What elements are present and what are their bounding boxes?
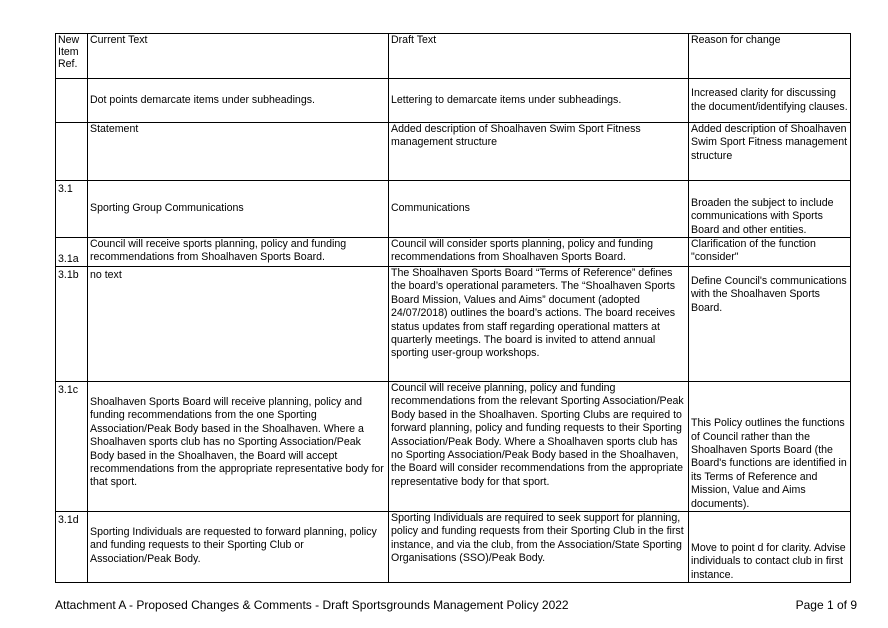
row-current-text: Shoalhaven Sports Board will receive planning, policy and funding recommendations from the one Sporting Association/Peak Body based in the Shoalhaven. Where a Shoalhaven sports club has no Sporting Association/Peak Body based in the Shoalhaven, the Board will accept recommendations from the appropriate representative body for that sport. [88,382,389,512]
row-ref [56,123,88,181]
table-row [56,181,851,238]
row-reason: Clarification of the function "consider" [689,238,851,267]
table-row [56,382,851,512]
row-ref: 3.1 [56,181,88,238]
page-number: Page 1 of 9 [795,598,857,612]
row-current-text: Sporting Individuals are requested to forward planning, policy and funding requests to their Sporting Club or Association/Peak Body. [88,512,389,583]
row-reason: This Policy outlines the functions of Council rather than the Shoalhaven Sports Board (the Board's functions are identified in its Terms of Reference and Mission, Value and Aims documents). [689,382,851,512]
row-current-text: Sporting Group Communications [88,181,389,238]
row-reason: Broaden the subject to include communications with Sports Board and other entities. [689,181,851,238]
row-reason: Define Council's communications with the Shoalhaven Sports Board. [689,267,851,382]
row-ref [56,79,88,123]
row-draft-text: Lettering to demarcate items under subheadings. [389,79,689,123]
table-row [56,123,851,181]
table-row [56,79,851,123]
footer-title: Attachment A - Proposed Changes & Comments - Draft Sportsgrounds Management Policy 2022 [55,598,569,612]
row-draft-text: Sporting Individuals are required to seek support for planning, policy and funding requests from their Sporting Club in the first instance, and via the club, from the Association/State Sporting Organisations (SSO)/Peak Body. [389,512,689,583]
row-draft-text: The Shoalhaven Sports Board “Terms of Reference” defines the board’s operational parameters. The “Shoalhaven Sports Board Mission, Values and Aims” document (adopted 24/07/2018) outlines the board’s actions. The board receives status updates from staff regarding operational matters at quarterly meetings. The board is invited to attend annual sporting user-group workshops. [389,267,689,382]
row-draft-text: Communications [389,181,689,238]
row-current-text: Statement [88,123,389,181]
table-row [56,238,851,267]
row-draft-text: Council will consider sports planning, policy and funding recommendations from Shoalhaven Sports Board. [389,238,689,267]
header-reason: Reason for change [689,34,851,79]
row-reason: Increased clarity for discussing the document/identifying clauses. [689,79,851,123]
row-reason: Move to point d for clarity. Advise individuals to contact club in first instance. [689,512,851,583]
row-reason: Added description of Shoalhaven Swim Sport Fitness management structure [689,123,851,181]
row-ref: 3.1d [56,512,88,583]
row-draft-text: Council will receive planning, policy and funding recommendations from the relevant Sporting Association/Peak Body based in the Shoalhaven. Sporting Clubs are required to forward planning, policy and funding requests to their Sporting Association/Peak Body. Where a Shoalhaven sports club has no Sporting Association/Peak Body based in the Shoalhaven, the Board will consider recommendations from the appropriate representative body for that sport. [389,382,689,512]
header-current-text: Current Text [88,34,389,79]
table-row [56,512,851,583]
table-header-row [56,34,851,79]
row-current-text: Dot points demarcate items under subheadings. [88,79,389,123]
row-draft-text: Added description of Shoalhaven Swim Sport Fitness management structure [389,123,689,181]
header-draft-text: Draft Text [389,34,689,79]
row-ref: 3.1b [56,267,88,382]
row-ref: 3.1c [56,382,88,512]
header-ref: New Item Ref. [56,34,88,79]
table-row [56,267,851,382]
row-ref: 3.1a [56,238,88,267]
row-current-text: no text [88,267,389,382]
row-current-text: Council will receive sports planning, policy and funding recommendations from Shoalhaven Sports Board. [88,238,389,267]
changes-table [55,33,851,583]
